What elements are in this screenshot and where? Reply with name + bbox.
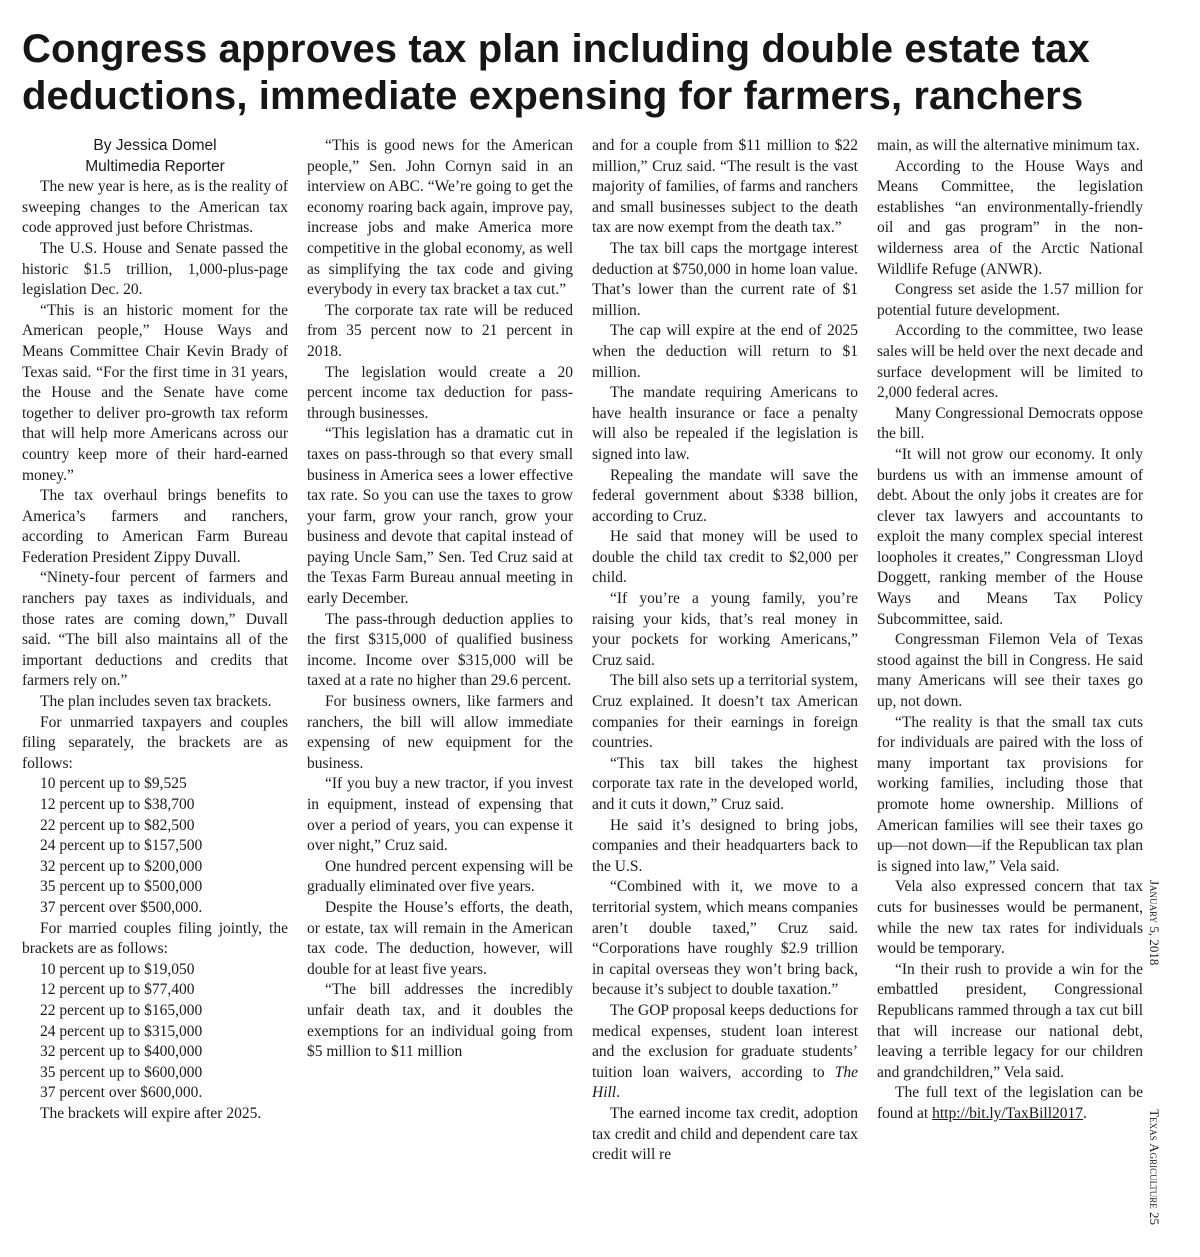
- article-columns: [22, 136, 1143, 1236]
- paragraph: The tax bill caps the mortgage interest deduction at $750,000 in home loan value. That’s lower than the current rate of $1 million.: [592, 239, 858, 319]
- paragraph: Vela also expressed concern that tax cuts for businesses would be permanent, while the new tax rates for individuals would be temporary.: [877, 878, 1143, 958]
- bracket-line: 10 percent up to $9,525: [40, 775, 187, 793]
- paragraph: Despite the House’s efforts, the death, or estate, tax will remain in the American tax code. The deduction, however, will double for at least five years.: [307, 898, 573, 978]
- column-1: [22, 136, 288, 1236]
- paragraph: The plan includes seven tax brackets.: [40, 693, 272, 711]
- bracket-line: 10 percent up to $19,050: [40, 960, 195, 978]
- paragraph: The mandate requiring Americans to have health insurance or face a penalty will also be repealed if the legislation is signed into law.: [592, 384, 858, 463]
- bracket-line: 24 percent up to $315,000: [40, 1022, 203, 1040]
- paragraph: The brackets will expire after 2025.: [40, 1104, 262, 1122]
- paragraph: “It will not grow our economy. It only burdens us with an immense amount of debt. About the only jobs it creates are for clever tax lawyers and accountants to exploit the many complex special interest loopholes it creates,” Congressman Lloyd Doggett, ranking member of the House Ways and Means Tax Policy Subcommittee, said.: [877, 445, 1143, 628]
- paragraph: One hundred percent expensing will be gradually eliminated over five years.: [307, 857, 573, 896]
- paragraph: The tax overhaul brings benefits to America’s farmers and ranchers, according to American Farm Bureau Federation President Zippy Duvall.: [22, 487, 288, 566]
- bracket-line: 32 percent up to $400,000: [40, 1043, 203, 1061]
- paragraph: He said that money will be used to double the child tax credit to $2,000 per child.: [592, 528, 858, 587]
- bracket-line: 12 percent up to $77,400: [40, 981, 195, 999]
- paragraph: The legislation would create a 20 percent income tax deduction for pass-through businesses.: [307, 363, 573, 422]
- bracket-line: 12 percent up to $38,700: [40, 796, 195, 813]
- bracket-line: 22 percent up to $165,000: [40, 1001, 203, 1019]
- publication-footer: [1142, 1109, 1166, 1225]
- paragraph: “The bill addresses the incredibly unfair death tax, and it doubles the exemptions for an individual going from $5 million to $11 million: [307, 981, 573, 1061]
- paragraph: According to the committee, two lease sales will be held over the next decade and surface development will be limited to 2,000 federal acres.: [877, 322, 1143, 402]
- paragraph-text: The GOP proposal keeps deductions for medical expenses, student loan interest and the exclusion for graduate students’ tuition loan waivers, according to: [592, 1001, 858, 1081]
- paragraph: “This is good news for the American people,” Sen. John Cornyn said in an interview on ABC. “We’re going to get the economy roaring back again, improve pay, increase jobs and make America more competitive in the global economy, as well as simplifying the tax code and giving everybody in every tax bracket a tax cut.”: [307, 137, 573, 299]
- paragraph: Many Congressional Democrats oppose the bill.: [877, 404, 1143, 443]
- paragraph: Congress set aside the 1.57 million for potential future development.: [877, 281, 1143, 319]
- issue-date: January 5, 2018: [1147, 880, 1162, 966]
- paragraph: “The reality is that the small tax cuts for individuals are paired with the loss of many important tax provisions for working families, including those that promote home ownership. Millions of American families will see their taxes go up—not down—if the Republican tax plan is signed into law,” Vela said.: [877, 713, 1143, 875]
- paragraph: “In their rush to provide a win for the embattled president, Congressional Republicans rammed through a tax cut bill that will increase our national debt, leaving a terrible legacy for our children and grandchildren,” Vela said.: [877, 960, 1143, 1081]
- paragraph: The bill also sets up a territorial system, Cruz explained. It doesn’t tax American companies for their earnings in foreign countries.: [592, 672, 858, 752]
- legislation-link[interactable]: http://bit.ly/TaxBill2017: [932, 1104, 1084, 1122]
- paragraph: [592, 1001, 858, 1104]
- paragraph: The pass-through deduction applies to the first $315,000 of qualified business income. Income over $315,000 will be taxed at a rate no higher than 29.6 percent.: [307, 610, 573, 690]
- paragraph: “Ninety-four percent of farmers and ranchers pay taxes as individuals, and those rates are coming down,” Duvall said. “The bill also maintains all of the important deductions and credits that farmers rely on.”: [22, 569, 288, 690]
- paragraph: For business owners, like farmers and ranchers, the bill will allow immediate expensing of new equipment for the business.: [307, 693, 573, 772]
- paragraph: “If you’re a young family, you’re raising your kids, that’s real money in your pockets for working Americans,” Cruz said.: [592, 590, 858, 669]
- source-title: The Hill: [592, 1063, 858, 1102]
- paragraph: “Combined with it, we move to a territorial system, which means companies aren’t double taxed,” Cruz said. “Corporations have roughly $2.9 trillion in capital overseas they won’t bring back, because it’s subject to double taxation.”: [592, 878, 858, 999]
- paragraph: “This legislation has a dramatic cut in taxes on pass-through so that every small business in America sees a lower effective tax rate. So you can use the taxes to grow your farm, grow your ranch, grow your business and devote that capital instead of paying Uncle Sam,” Sen. Ted Cruz said at the Texas Farm Bureau annual meeting in early December.: [307, 425, 573, 608]
- headline: Congress approves tax plan including double estate tax deductions, immediate expensing for farmers, ranchers: [22, 27, 1090, 118]
- paragraph: The new year is here, as is the reality of sweeping changes to the American tax code approved just before Christmas.: [22, 178, 288, 237]
- paragraph: The earned income tax credit, adoption tax credit and child and dependent care tax credit will re: [592, 1104, 858, 1164]
- bracket-line: 35 percent up to $500,000: [40, 878, 203, 896]
- bracket-line: 37 percent over $600,000.: [40, 1084, 203, 1102]
- byline-role: Multimedia Reporter: [85, 157, 225, 175]
- paragraph-end: .: [1083, 1104, 1087, 1122]
- column-4: [877, 136, 1143, 1236]
- byline-author: By Jessica Domel: [93, 137, 217, 154]
- publication-name: Texas Agriculture: [1147, 1109, 1162, 1209]
- page-number: 25: [1147, 1212, 1162, 1225]
- page-sidebar: [1142, 880, 1166, 1225]
- paragraph: “This tax bill takes the highest corporate tax rate in the developed world, and it cuts it down,” Cruz said.: [592, 754, 858, 813]
- paragraph: The corporate tax rate will be reduced from 35 percent now to 21 percent in 2018.: [307, 301, 573, 360]
- paragraph: He said it’s designed to bring jobs, companies and their headquarters back to the U.S.: [592, 816, 858, 875]
- paragraph-text: The full text of the legislation can be found at: [877, 1084, 1143, 1122]
- paragraph: and for a couple from $11 million to $22 million,” Cruz said. “The result is the vast majority of families, of farms and ranchers and small businesses subject to the death tax are now exempt from the death tax.”: [592, 137, 858, 237]
- column-2: [307, 136, 573, 1236]
- bracket-line: 24 percent up to $157,500: [40, 837, 203, 855]
- bracket-line: 37 percent over $500,000.: [40, 898, 203, 916]
- paragraph: For married couples filing jointly, the brackets are as follows:: [22, 919, 288, 958]
- paragraph: The cap will expire at the end of 2025 when the deduction will return to $1 million.: [592, 322, 858, 381]
- bracket-line: 35 percent up to $600,000: [40, 1063, 203, 1081]
- paragraph: main, as will the alternative minimum tax.: [877, 137, 1140, 154]
- paragraph: “This is an historic moment for the American people,” House Ways and Means Committee Chair Kevin Brady of Texas said. “For the first time in 31 years, the House and the Senate have come together to deliver pro-growth tax reform that will help more Americans across our country keep more of their hard-earned money.”: [22, 301, 288, 484]
- paragraph: The U.S. House and Senate passed the historic $1.5 trillion, 1,000-plus-page legislation Dec. 20.: [22, 239, 288, 299]
- sidebar-text: [1142, 880, 1166, 1225]
- paragraph: For unmarried taxpayers and couples filing separately, the brackets are as follows:: [22, 713, 288, 772]
- bracket-line: 22 percent up to $82,500: [40, 816, 195, 834]
- paragraph: According to the House Ways and Means Committee, the legislation establishes “an environmentally-friendly oil and gas program” in the non-wilderness area of the Arctic National Wildlife Refuge (ANWR).: [877, 157, 1143, 278]
- paragraph: [877, 1083, 1143, 1124]
- paragraph: Repealing the mandate will save the federal government about $338 billion, according to Cruz.: [592, 466, 858, 525]
- column-3: [592, 136, 858, 1236]
- paragraph-end: .: [616, 1084, 620, 1102]
- paragraph: “If you buy a new tractor, if you invest in equipment, instead of expensing that over a period of years, you can expense it over night,” Cruz said.: [307, 775, 573, 855]
- bracket-line: 32 percent up to $200,000: [40, 857, 203, 875]
- paragraph: Congressman Filemon Vela of Texas stood against the bill in Congress. He said many Americans will see their taxes go up, not down.: [877, 631, 1143, 711]
